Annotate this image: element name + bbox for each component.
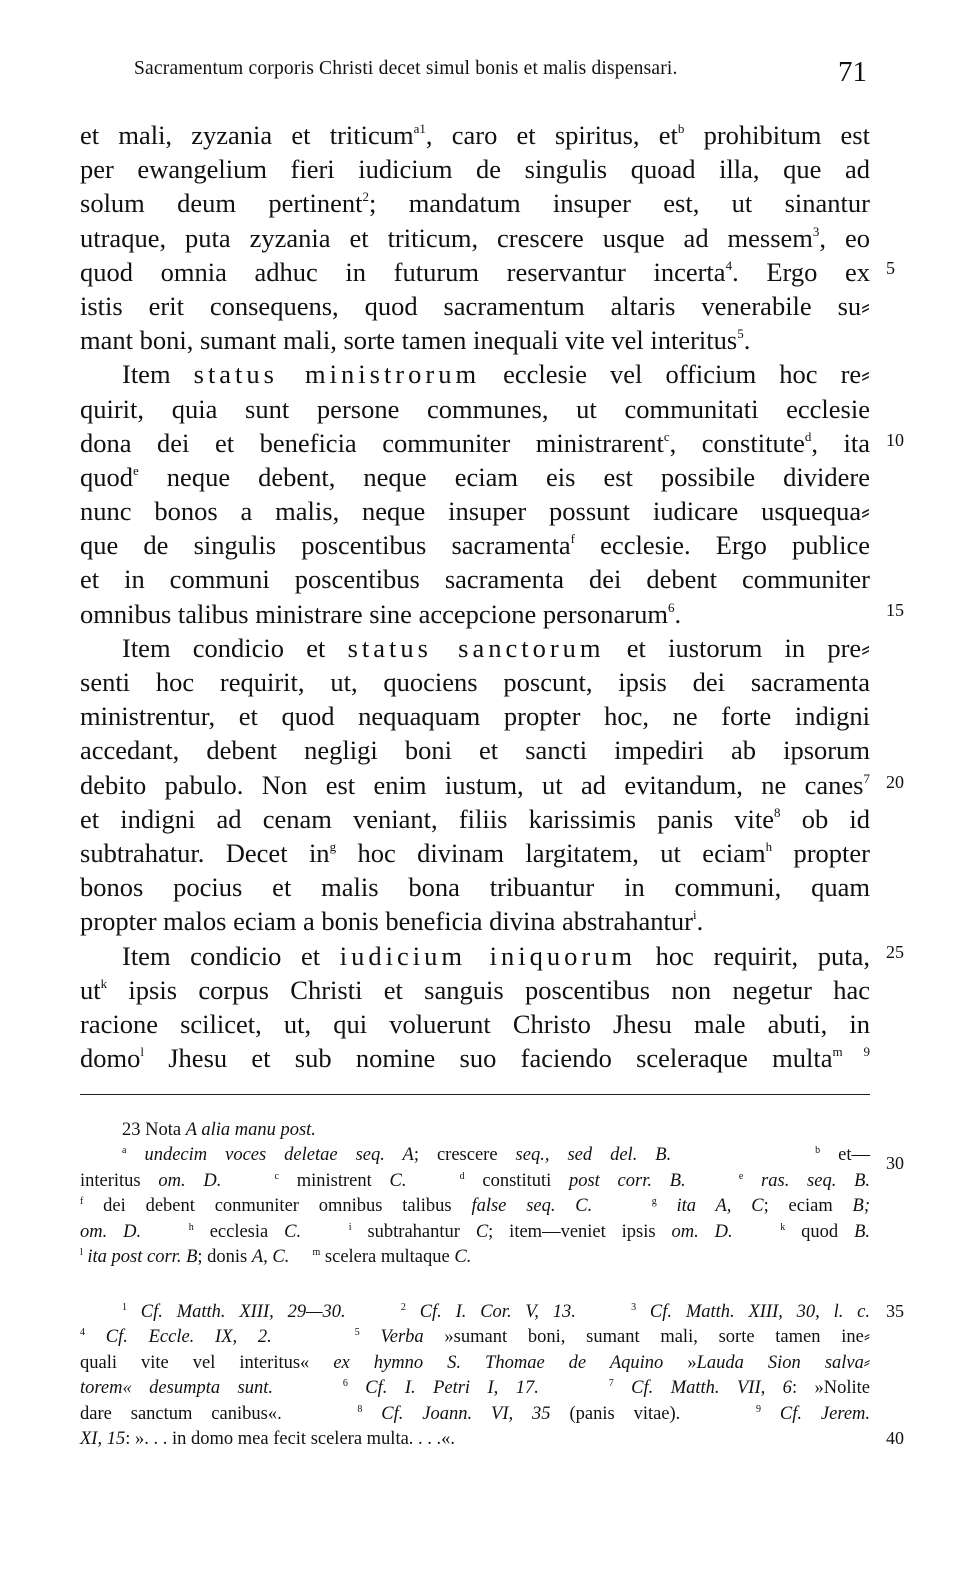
line-number: 30 bbox=[886, 1153, 904, 1173]
apparatus-line: $^f$ dei debent conmuniter omnibus talibus false seq. C. $^g$ ita A, C; eciam B; bbox=[80, 1196, 870, 1217]
text-line: debito pabulo. Non est enim iustum, ut ad evitandum, ne canes$^7$ bbox=[80, 769, 870, 800]
footnote-rule bbox=[80, 1094, 870, 1095]
text-line: ministrentur, et quod nequaquam propter hoc, ne forte indigni bbox=[80, 701, 870, 732]
text-line: Item condicio et iudicium iniquorum hoc requirit, puta, bbox=[122, 940, 871, 971]
source-line: quali vite vel interitus« ex hymno S. Thomae de Aquino »Lauda Sion salva⸗ bbox=[80, 1352, 871, 1373]
text-line: accedant, debent negligi boni et sancti impediri ab ipsorum bbox=[80, 735, 870, 766]
text-line: quod$^e$ neque debent, neque eciam eis est possibile dividere bbox=[80, 461, 870, 492]
source-line: XI, 15: ». . . in domo mea fecit scelera multa. . . .«. bbox=[80, 1428, 456, 1449]
apparatus-line: $^a$ undecim voces deletae seq. A; crescere seq., sed del. B. $^b$ et— bbox=[122, 1145, 871, 1166]
text-line: subtrahatur. Decet $in^g$ hoc divinam largitatem, ut eciam$^h$ propter bbox=[80, 837, 870, 868]
text-line: quod omnia adhuc in futurum reservantur incerta$^4$. Ergo ex bbox=[80, 256, 870, 287]
text-line: mant boni, sumant mali, sorte tamen inequali vite vel interitus$^5$. bbox=[80, 325, 751, 356]
text-line: solum deum pertinent$^2$; mandatum insuper est, ut sinantur bbox=[80, 188, 870, 219]
text-line: racione scilicet, ut, qui voluerunt Christo Jhesu male abuti, in bbox=[80, 1008, 870, 1039]
line-number: 35 bbox=[886, 1301, 904, 1321]
line-number: 25 bbox=[886, 942, 904, 962]
text-line: et in communi poscentibus sacramenta dei debent communiter bbox=[80, 564, 870, 595]
apparatus-line: $^l$ ita post corr. B; donis A, C. $^m$ scelera multaque C. bbox=[80, 1246, 472, 1267]
text-line: domo$^l$ Jhesu et sub nomine suo faciendo sceleraque multa$^m$ $^9$ bbox=[80, 1043, 870, 1074]
source-notes bbox=[80, 1300, 870, 1452]
line-number: 10 bbox=[886, 430, 904, 450]
text-line: utraque, puta zyzania et triticum, crescere usque ad messem$^3$, eo bbox=[80, 222, 870, 253]
text-line: propter malos eciam a bonis beneficia divina abstrahantur$^i$. bbox=[80, 906, 704, 937]
page-number: 71 bbox=[838, 56, 867, 88]
text-line: dona dei et beneficia communiter ministrarent$^c$, constitute$^d$, ita bbox=[80, 427, 870, 458]
source-line: $^1$ Cf. Matth. XIII, 29—30. $^2$ Cf. I. Cor. V, 13. $^3$ Cf. Matth. XIII, 30, l. c. bbox=[122, 1302, 871, 1322]
source-line: torem« desumpta sunt. $^6$ Cf. I. Petri I, 17. $^7$ Cf. Matth. VII, 6: »Nolite bbox=[80, 1378, 871, 1399]
apparatus-line: om. D. $^h$ ecclesia C. $^i$ subtrahantur C; item—veniet ipsis om. D. $^k$ quod B. bbox=[80, 1221, 870, 1242]
text-line: bonos pocius et malis bona tribuantur in communi, quam bbox=[80, 872, 870, 903]
source-line: $^4$ Cf. Eccle. IX, 2. $^5$ Verba »sumant boni, sumant mali, sorte tamen ine⸗ bbox=[80, 1327, 871, 1348]
text-line: Item condicio et status sanctorum et iustorum in pre⸗ bbox=[122, 632, 871, 663]
running-head: Sacramentum corporis Christi decet simul bonis et malis dispensari. bbox=[134, 58, 678, 79]
line-number: 40 bbox=[886, 1428, 904, 1448]
critical-apparatus bbox=[80, 1118, 870, 1270]
apparatus-line: interitus om. D. $^c$ ministrent C. $^d$ constituti post corr. B. $^e$ ras. seq. B. bbox=[80, 1170, 870, 1191]
apparatus-line: 23 Nota A alia manu post. bbox=[122, 1120, 316, 1140]
text-line: omnibus talibus ministrare sine accepcione personarum$^6$. bbox=[80, 598, 682, 629]
line-number: 15 bbox=[886, 600, 904, 620]
main-text bbox=[80, 118, 870, 1075]
line-number: 5 bbox=[886, 258, 895, 278]
text-line: istis erit consequens, quod sacramentum altaris venerabile su⸗ bbox=[80, 290, 870, 321]
text-line: que de singulis poscentibus sacramenta$^f$ ecclesie. Ergo publice bbox=[80, 530, 870, 561]
text-line: nunc bonos a malis, neque insuper possunt iudicare usquequa⸗ bbox=[80, 496, 870, 527]
text-line: Item status ministrorum ecclesie vel officium hoc re⸗ bbox=[122, 359, 871, 390]
text-line: $ut^k$ ipsis corpus Christi et sanguis poscentibus non negetur hac bbox=[80, 974, 870, 1005]
line-number: 20 bbox=[886, 772, 904, 792]
text-line: quirit, quia sunt persone communes, ut communitati ecclesie bbox=[80, 393, 870, 424]
text-line: et mali, zyzania et triticum$^{a1}$, caro et spiritus, $et^b$ prohibitum est bbox=[80, 120, 870, 150]
text-line: senti hoc requirit, ut, quociens poscunt, ipsis dei sacramenta bbox=[80, 667, 870, 697]
text-line: per ewangelium fieri iudicium de singulis quoad illa, que ad bbox=[80, 154, 870, 185]
text-line: et indigni ad cenam veniant, filiis karissimis panis vite$^8$ ob id bbox=[80, 803, 870, 834]
source-line: dare sanctum canibus«. $^8$ Cf. Joann. VI, 35 (panis vitae). $^9$ Cf. Jerem. bbox=[80, 1403, 871, 1424]
